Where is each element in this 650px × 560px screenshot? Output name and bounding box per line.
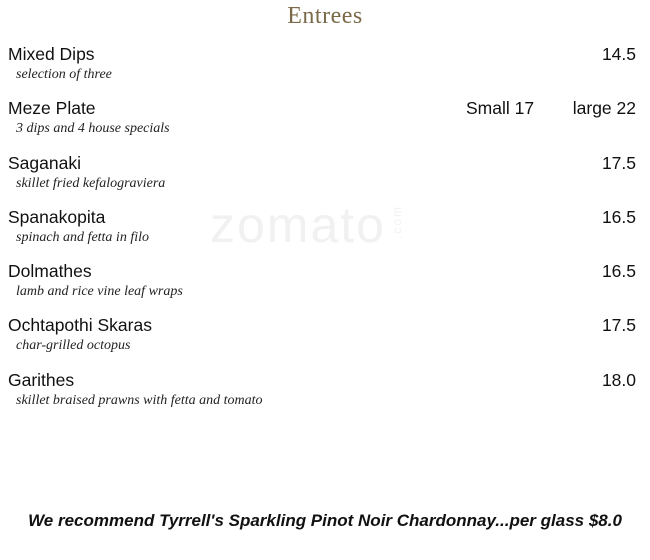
item-price: 17.5: [601, 152, 636, 173]
item-name: Garithes: [8, 369, 75, 390]
item-description: char-grilled octopus: [16, 338, 131, 354]
item-price-small: Small 17: [466, 98, 535, 119]
item-name: Spanakopita: [8, 206, 106, 227]
item-name: Ochtapothi Skaras: [8, 315, 152, 336]
item-name: Saganaki: [8, 152, 81, 173]
item-description: skillet fried kefalograviera: [16, 175, 166, 191]
item-name: Mixed Dips: [8, 44, 95, 64]
item-price: 14.5: [601, 44, 636, 64]
menu-item-saganaki: [8, 153, 638, 207]
item-price: 17.5: [601, 315, 636, 336]
item-price: 18.0: [601, 369, 636, 390]
menu-item-spanakopita: [8, 204, 638, 261]
menu-items-list: [8, 44, 638, 424]
item-name: Dolmathes: [8, 261, 92, 282]
watermark-text: zomato: [210, 197, 386, 253]
menu-item-mixed-dips: [8, 44, 638, 98]
item-description: lamb and rice vine leaf wraps: [16, 284, 183, 300]
item-description: skillet braised prawns with fetta and tomato: [16, 392, 263, 408]
menu-item-garithes: [8, 370, 638, 424]
menu-section-title: Entrees: [287, 3, 363, 29]
item-price: 16.5: [601, 206, 636, 227]
wine-recommendation: We recommend Tyrrell's Sparkling Pinot Noir Chardonnay...per glass $8.0: [28, 511, 622, 530]
watermark-suffix: .com: [389, 204, 404, 239]
item-description: 3 dips and 4 house specials: [16, 121, 170, 137]
menu-item-meze-plate: [8, 98, 638, 152]
menu-item-ochtapothi-skaras: [8, 315, 638, 369]
item-price-large: large 22: [572, 98, 636, 119]
menu-item-dolmathes: [8, 261, 638, 315]
item-description: spinach and fetta in filo: [16, 229, 149, 245]
item-price: 16.5: [601, 261, 636, 282]
item-name: Meze Plate: [8, 98, 96, 119]
item-description: selection of three: [16, 67, 112, 82]
